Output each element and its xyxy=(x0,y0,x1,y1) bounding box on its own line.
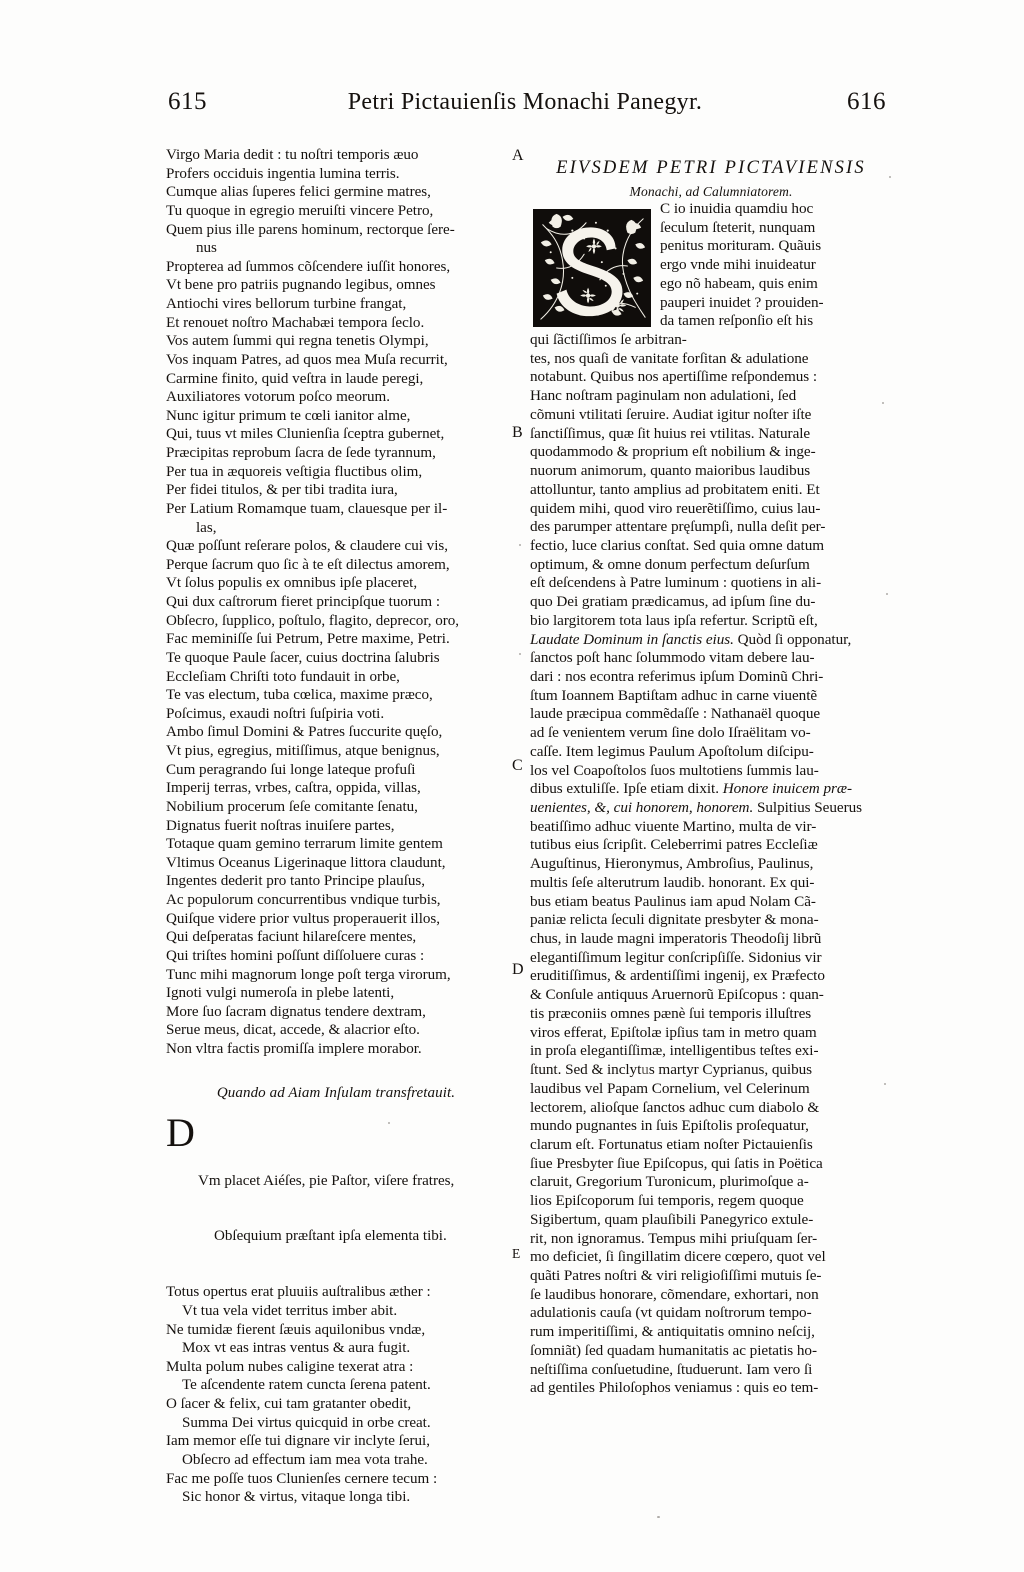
panegyric-verse-line-24: Vt ſolus populis ex omnibus ipſe placeret, xyxy=(166,575,418,592)
prose-line-27: ſtum Ioannem Baptiſtam adhuc in carne viuentẽ xyxy=(530,686,818,704)
prose-line-26: dari : nos econtra referimus ipſum Dominũ Chri- xyxy=(530,667,824,685)
folio-number-left: 615 xyxy=(168,88,207,115)
panegyric-verse-line-12: Vos inquam Patres, ad quos mea Muſa recurrit, xyxy=(166,351,448,368)
prose-line-47: ſtunt. Sed & inclytus martyr Cyprianus, quibus xyxy=(530,1061,813,1079)
print-speck xyxy=(388,1122,390,1124)
aia-verse-line-7: O ſacer & felix, cui tam gratanter obedit, xyxy=(166,1396,412,1412)
prose-line-1: C io inuidia quamdiu hoc xyxy=(660,200,814,217)
panegyric-verse-line-37: Dignatus fuerit noſtras inuiſere partes, xyxy=(166,817,395,834)
poem-two-opening xyxy=(166,1109,506,1284)
prose-line-13: ſanctiſſimus, quæ ſit huius rei vtilitas. Naturale xyxy=(530,424,811,442)
prose-line-62: ſomniãt) ſed quadam humanitatis ac pietatis ho- xyxy=(530,1341,817,1359)
prose-line-18: des parumper attentare pręſumpſi, nulla deſit per- xyxy=(530,518,826,536)
prose-line-49: lectorem, alioſque ſanctos adhuc cum diabolo & xyxy=(530,1098,820,1116)
page-title: Petri Pictauienſis Monachi Panegyr. xyxy=(347,89,703,115)
drop-cap-letter-d: D xyxy=(166,1109,195,1155)
panegyric-verse-line-44: Qui triſtes homini poſſunt diſſoluere curas : xyxy=(166,947,425,964)
aia-verse-line-11: Fac me poſſe tuos Clunienſes cernere tecum : xyxy=(166,1470,438,1487)
prose-line-29: ad ſe venientem verum ſine dolo Iſraëlitam vo- xyxy=(530,724,811,742)
aia-verse-line-5: Multa polum nubes caligine texerat atra : xyxy=(166,1358,414,1375)
prose-line-22: quo Dei gratiam prædicamus, ad ipſum ſine du- xyxy=(530,593,816,611)
prose-line-42: eruditiſſimus, & ardentiſſimi ingenij, ex Præfecto xyxy=(530,967,825,985)
panegyric-verse-line-42: Quiſque videre prior vultus properauerit illos, xyxy=(166,910,441,927)
prose-line-3: penitus morituram. Quãuis xyxy=(660,237,822,255)
print-speck xyxy=(519,653,521,655)
panegyric-verse-line-46: Ignoti vulgi numeroſa in plebe latenti, xyxy=(166,985,395,1002)
panegyric-verse-line-26: Obſecro, ſupplico, poſtulo, flagito, deprecor, oro, xyxy=(166,612,460,629)
prose-line-19: fectio, luce clarius conſtat. Sed quia omne datum xyxy=(530,536,825,554)
prose-line-63: neſtiſſima conſuetudine, ſtuduerunt. Iam vero ſi xyxy=(530,1360,813,1378)
panegyric-verse-line-9: Antiochi vires bellorum turbine frangat, xyxy=(166,296,407,312)
quoted-scripture: Laudate Dominum in ſanctis eius. xyxy=(530,630,734,648)
prose-line-7: da tamen reſponſio eſt his xyxy=(660,312,814,330)
prose-line-56: rit, non ignoramus. Tempus mihi priuſquam ſer- xyxy=(530,1229,818,1247)
prose-line-44: tis præconiis omnes pænè ſui temporis illuſtres xyxy=(530,1004,812,1022)
panegyric-verse-line-27: Fac meminiſſe ſui Petrum, Petre maxime, Petri. xyxy=(166,631,450,648)
margin-letter-c: C xyxy=(512,757,523,774)
faded-glyph: u xyxy=(641,1061,649,1079)
panegyric-verse-line-6: nus xyxy=(196,240,217,257)
prose-line-31: los vel Coapoſtolos ſuos multotiens ſummis lau- xyxy=(530,761,819,779)
prose-line-60: adulationis cauſa (vt quidam noſtrorum tempo- xyxy=(530,1304,812,1322)
aia-verse-line-12: Sic honor & virtus, vitaque longa tibi. xyxy=(182,1489,411,1506)
prose-line-55: Sigibertum, quam plauſibili Panegyrico extule- xyxy=(530,1210,814,1228)
panegyric-verse-line-30: Te vas electum, tuba cœlica, maxime præco, xyxy=(166,687,433,704)
aia-verse-line-3: Ne tumidæ fierent ſæuis aquilonibus vndæ, xyxy=(166,1321,426,1338)
prose-line-28: laude præcipua commẽdaſſe : Nathanaël quoque xyxy=(530,705,821,723)
panegyric-verse-line-25: Qui dux caſtrorum fieret principſque tuorum : xyxy=(166,594,441,610)
quoted-scripture: uenientes, &, cui honorem, honorem. xyxy=(530,799,754,816)
panegyric-verse-line-3: Cumque alias ſuperes felici germine matres, xyxy=(166,184,431,201)
prose-line-21: eſt deſcendens à Patre luminum : quotiens in ali- xyxy=(530,574,822,592)
panegyric-verse-line-31: Poſcimus, exaudi noſtri ſuſpiria voti. xyxy=(166,705,385,722)
panegyric-verse-line-32: Ambo ſimul Domini & Patres ſuccurite quęſo, xyxy=(166,724,443,741)
right-text-column xyxy=(530,146,892,1398)
panegyric-verse-line-35: Imperij terras, vrbes, caſtra, oppida, villas, xyxy=(166,780,421,797)
section-title: EIVSDEM PETRI PICTAVIENSIS xyxy=(556,158,866,178)
panegyric-verse-line-43: Qui deſperatas faciunt hilareſcere mentes, xyxy=(166,929,417,946)
prose-line-4: ergo vnde mihi inuideatur xyxy=(660,256,816,274)
panegyric-verse-line-14: Auxiliatores votorum poſco meorum. xyxy=(166,389,391,406)
panegyric-verse-line-49: Non vltra factis promiſſa implere morabor. xyxy=(166,1041,422,1057)
prose-line-52: ſiue Presbyter ſiue Epiſcopus, qui ſatis in Poëtica xyxy=(530,1154,823,1172)
prose-line-51: clarum eſt. Fortunatus etiam noſter Pictauienſis xyxy=(530,1135,813,1153)
prose-line-59: ſe laudibus honorare, cõmendare, exhortari, non xyxy=(530,1285,819,1303)
prose-line-8: qui ſãctiſſimos ſe arbitran- xyxy=(530,331,687,349)
panegyric-verse-line-33: Vt pius, egregius, mitiſſimus, atque benignus, xyxy=(166,743,440,759)
margin-letter-e: E xyxy=(512,1246,521,1261)
prose-line-34: beatiſſimo adhuc viuente Martino, multa de vir- xyxy=(530,817,817,835)
aia-verse-line-2: Vt tua vela videt territus imber abit. xyxy=(182,1302,398,1319)
panegyric-verse-line-2: Profers occiduis ingentia lumina terris. xyxy=(166,165,400,182)
prose-line-2: ſeculum ſteterit, nunquam xyxy=(660,218,816,236)
panegyric-verse-line-4: Tu quoque in egregio meruiſti vincere Petro, xyxy=(166,202,434,219)
prose-line-36: Auguſtinus, Hieronymus, Ambroſius, Paulinus, xyxy=(530,855,814,873)
prose-line-41: elegantiſſimum legitur conſcripſiſſe. Sidonius vir xyxy=(530,948,822,966)
prose-line-14: quodammodo & proprium eſt nobilium & inge- xyxy=(530,443,816,461)
panegyric-verse-line-34: Cum peragrando ſui longe lateque profuſi xyxy=(166,761,416,778)
panegyric-verse-line-8: Vt bene pro patriis pugnando legibus, omnes xyxy=(166,277,436,294)
panegyric-verse-line-20: Per Latium Romamque tuam, clauesque per il- xyxy=(166,500,448,517)
prose-line-9: tes, nos quaſi de vanitate forſitan & adulatione xyxy=(530,349,809,367)
prose-line-25: ſanctos poſt hanc ſolummodo vitam debere lau- xyxy=(530,649,815,667)
prose-line-48: laudibus vel Papam Cornelium, vel Celerinum xyxy=(530,1079,810,1097)
prose-line-12: cõmuni vtilitati ſeruire. Audiat igitur noſter iſte xyxy=(530,405,812,423)
print-speck xyxy=(889,176,891,178)
panegyric-verse-line-23: Perque ſacrum quo ſic à te eſt dilectus amorem, xyxy=(166,556,450,573)
prose-body xyxy=(530,200,892,1398)
left-text-column xyxy=(166,146,506,1507)
aia-verse-line-4: Mox vt eas intras ventus & aura fugit. xyxy=(182,1340,411,1357)
prose-line-6: pauperi inuidet ? prouiden- xyxy=(660,293,824,311)
aia-verse-line-9: Iam memor eſſe tui dignare vir inclyte ſerui, xyxy=(166,1433,430,1450)
prose-line-17: quidem mihi, quod viro reuerẽtiſſimo, cuius lau- xyxy=(530,499,821,517)
panegyric-verse-line-10: Et renouet noſtro Machabæi tempora ſeclo. xyxy=(166,314,425,331)
prose-line-10: notabunt. Quibus nos apertiſſime reſpondemus : xyxy=(530,368,818,386)
prose-line-33: uenientes, &, cui honorem, honorem. Sulpitius Seuerus xyxy=(530,799,863,816)
panegyric-verse-line-29: Eccleſiam Chriſti toto fundauit in orbe, xyxy=(166,668,400,685)
prose-line-37: multis ſeſe alterutrum laudib. honorant. Ex qui- xyxy=(530,873,815,891)
aia-verse-line-1: Totus opertus erat pluuiis auſtralibus æther : xyxy=(166,1284,431,1301)
margin-letter-b: B xyxy=(512,424,523,441)
poem-two-heading: Quando ad Aiam Inſulam transfretauit. xyxy=(216,1084,456,1101)
panegyric-verse-line-11: Vos autem ſummi qui regna tenetis Olympi, xyxy=(166,333,429,350)
panegyric-verse-line-13: Carmine finito, quid veſtra in laude peregi, xyxy=(166,370,424,387)
panegyric-verse-line-1: Virgo Maria dedit : tu noſtri temporis æuo xyxy=(166,147,419,163)
panegyric-verse-line-19: Per fidei titulos, & per tibi tradita iura, xyxy=(166,482,398,499)
poem-two-line-1: Vm placet Aiéſes, pie Paſtor, viſere fratres, xyxy=(198,1172,455,1189)
panegyric-verse-line-47: More ſuo ſacram dignatus tendere dextram, xyxy=(166,1003,426,1020)
prose-line-61: rum imperitiſſimi, & antiquitatis omnino neſcij, xyxy=(530,1323,815,1341)
prose-line-30: caſſe. Item legimus Paulum Apoſtolum diſcipu- xyxy=(530,742,814,760)
print-speck xyxy=(884,1083,886,1085)
prose-line-50: mundo pugnantes in ſuis Epiſtolis proſequatur, xyxy=(530,1117,809,1135)
print-speck xyxy=(886,593,888,595)
prose-line-43: & Conſule antiquus Aruernorũ Epiſcopus : quan- xyxy=(530,986,824,1004)
prose-line-15: nuorum animorum, quanto maioribus laudibus xyxy=(530,462,811,480)
aia-verse-line-6: Te aſcendente ratem cuncta ſerena patent. xyxy=(182,1377,431,1394)
panegyric-verse-line-15: Nunc igitur primum te cœli ianitor alme, xyxy=(166,407,411,424)
margin-letter-a: A xyxy=(512,147,524,164)
prose-line-64: ad gentiles Philoſophos veniamus : quis eo tem- xyxy=(530,1379,819,1397)
prose-line-45: viros efferat, Epiſtolæ ipſius tam in metro quam xyxy=(530,1023,817,1041)
panegyric-verse-line-5: Quem pius ille parens hominum, rectorque ſere- xyxy=(166,221,455,238)
panegyric-verse-line-16: Qui, tuus vt miles Clunienſia ſceptra gubernet, xyxy=(166,426,445,443)
poem-aia-verses xyxy=(166,1283,506,1507)
prose-line-53: claruit, Gregorium Turonicum, plurimoſque a- xyxy=(530,1173,809,1191)
print-speck xyxy=(657,1516,660,1518)
panegyric-verse-line-38: Totaque quam gemino terrarum limite gentem xyxy=(166,836,443,853)
prose-line-40: chus, in laude magni imperatoris Theodoſij librũ xyxy=(530,930,822,948)
prose-line-20: optimum, & omne donum perfectum deſurſum xyxy=(530,555,810,573)
quoted-scripture: Honore inuicem præ- xyxy=(722,780,852,798)
prose-line-35: tutibus eius ſcripſit. Celeberrimi patres Eccleſiæ xyxy=(530,836,818,854)
prose-line-58: quãti Patres noſtri & viri religioſiſſimi mutuis ſe- xyxy=(530,1266,822,1284)
panegyric-verse-line-21: las, xyxy=(196,519,217,536)
panegyric-verse-line-36: Nobilium procerum ſeſe comitante ſenatu, xyxy=(166,798,418,815)
panegyric-verse-line-17: Præcipitas reprobum ſacra de ſede tyrannum, xyxy=(166,445,436,461)
prose-line-5: ego nõ habeam, quis enim xyxy=(660,274,818,292)
poem-panegyric-verses xyxy=(166,146,506,1059)
panegyric-verse-line-18: Per tua in æquoreis veſtigia fluctibus olim, xyxy=(166,463,423,480)
prose-line-11: Hanc noſtram paginulam non adulationi, ſed xyxy=(530,387,797,405)
prose-line-46: in proſa elegantiſſimæ, intelligentibus teſtes exi- xyxy=(530,1042,819,1060)
aia-verse-line-10: Obſecro ad effectum iam mea vota trahe. xyxy=(182,1451,428,1468)
panegyric-verse-line-7: Propterea ad ſummos cõſcendere iuſſit honores, xyxy=(166,258,451,275)
folio-number-right: 616 xyxy=(847,88,886,115)
prose-line-24: Laudate Dominum in ſanctis eius. Quòd ſi opponatur, xyxy=(530,630,852,648)
panegyric-verse-line-40: Ingentes dederit pro tanto Principe plauſus, xyxy=(166,873,426,890)
print-speck xyxy=(882,402,884,404)
panegyric-verse-line-41: Ac populorum concurrentibus vndique turbis, xyxy=(166,892,441,908)
poem-two-line-2: Obſequium præſtant ipſa elementa tibi. xyxy=(214,1228,447,1245)
prose-line-32: dibus extuliſſe. Ipſe etiam dixit. Honore inuicem præ- xyxy=(530,780,852,798)
prose-line-38: bus etiam beatus Paulinus iam apud Nolam Cã- xyxy=(530,892,816,910)
panegyric-verse-line-39: Vltimus Oceanus Ligerinaque littora claudunt, xyxy=(166,854,446,871)
panegyric-verse-line-48: Serue meus, dicat, accede, & alacrior eſto. xyxy=(166,1022,420,1039)
aia-verse-line-8: Summa Dei virtus quicquid in orbe creat. xyxy=(182,1414,431,1431)
print-speck xyxy=(519,544,521,546)
woodcut-initial-s xyxy=(533,209,651,327)
section-subtitle: Monachi, ad Calumniatorem. xyxy=(629,184,793,199)
prose-line-57: mo deficiet, ſi ſingillatim dicere cœpero, quot vel xyxy=(530,1248,826,1266)
prose-line-54: lios Epiſcoporum ſui temporis, regem quoque xyxy=(530,1192,804,1210)
panegyric-verse-line-45: Tunc mihi magnorum longe poſt terga virorum, xyxy=(166,966,451,983)
woodcut-initial-graphic xyxy=(533,209,651,327)
prose-line-39: paniæ relicta ſeculi dignitate presbyter & mona- xyxy=(530,911,819,929)
margin-letter-d: D xyxy=(512,961,524,978)
running-head xyxy=(160,88,890,122)
prose-line-16: attolluntur, tanto amplius ad probitatem eniti. Et xyxy=(530,480,820,498)
panegyric-verse-line-22: Quæ poſſunt reſerare polos, & claudere cui vis, xyxy=(166,538,448,555)
prose-line-23: bio largitorem tota laus ipſa refertur. Scriptũ eſt, xyxy=(530,611,818,629)
panegyric-verse-line-28: Te quoque Paule ſacer, cuius doctrina ſalubris xyxy=(166,649,440,666)
